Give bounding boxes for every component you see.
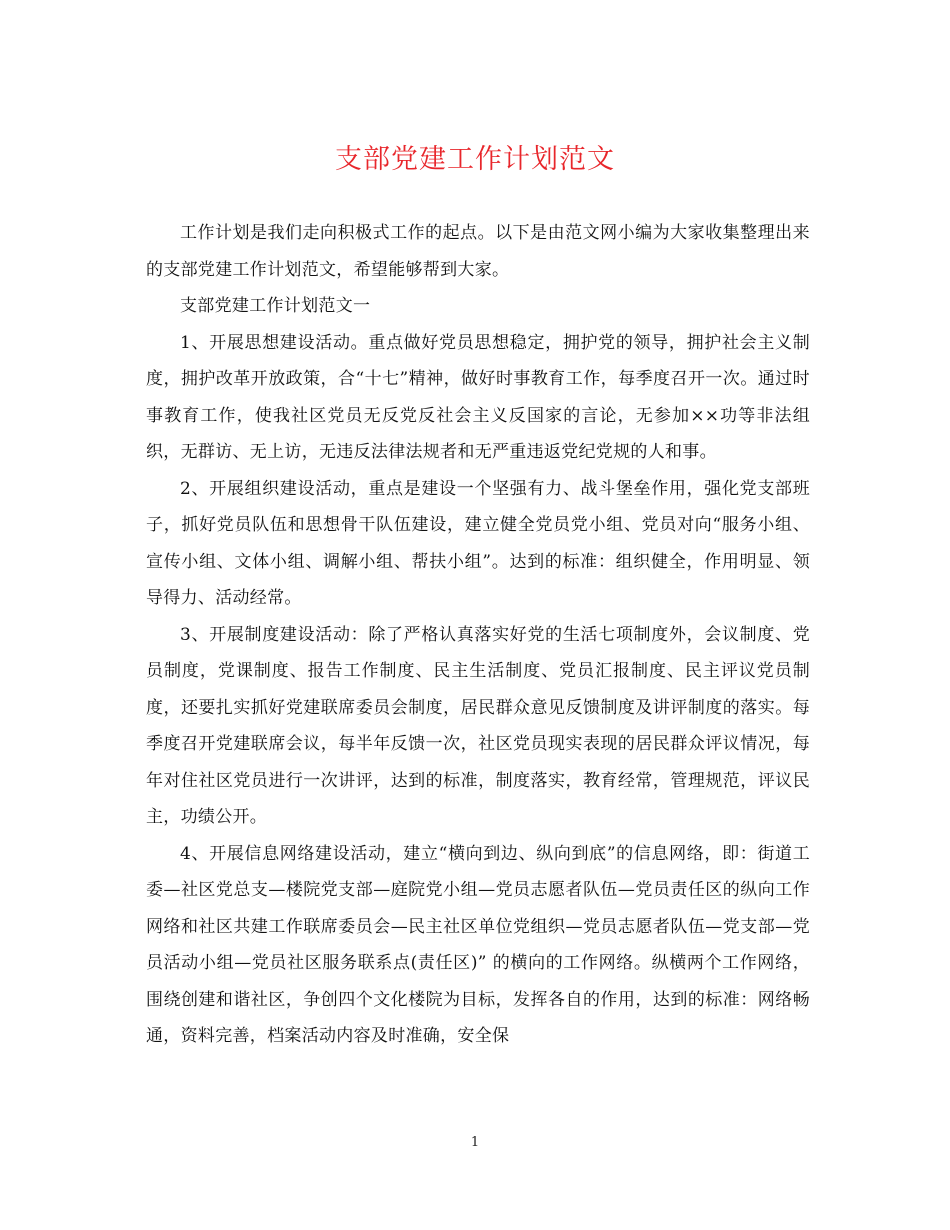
paragraph-2: 2、开展组织建设活动，重点是建设一个坚强有力、战斗堡垒作用，强化党支部班子，抓好党员队伍和思想骨干队伍建设，建立健全党员党小组、党员对向“服务小组、宣传小组、文体小组、调解小组、帮扶小组”。达到的标准：组织健全，作用明显、领导得力、活动经常。 [146, 478, 810, 608]
intro-paragraph: 工作计划是我们走向积极式工作的起点。以下是由范文网小编为大家收集整理出来的支部党建工作计划范文，希望能够帮到大家。 [146, 223, 810, 280]
document-body [146, 215, 810, 1055]
paragraph-1: 1、开展思想建设活动。重点做好党员思想稳定，拥护党的领导，拥护社会主义制度，拥护改革开放政策，合“十七”精神，做好时事教育工作，每季度召开一次。通过时事教育工作，使我社区党员无反党反社会主义反国家的言论，无参加××功等非法组织，无群访、无上访，无违反法律法规者和无严重违返党纪党规的人和事。 [146, 332, 810, 462]
paragraph-4: 4、开展信息网络建设活动，建立“横向到边、纵向到底”的信息网络，即：街道工委—社区党总支—楼院党支部—庭院党小组—党员志愿者队伍—党员责任区的纵向工作网络和社区共建工作联席委员会—民主社区单位党组织—党员志愿者队伍—党支部—党员活动小组—党员社区服务联系点(责任区)” 的横向的工作网络。纵横两个工作网络，围绕创建和谐社区，争创四个文化楼院为目标，发挥各自的作用，达到的标准：网络畅通，资料完善，档案活动内容及时准确，安全保 [146, 843, 810, 1046]
paragraph-3: 3、开展制度建设活动：除了严格认真落实好党的生活七项制度外，会议制度、党员制度，党课制度、报告工作制度、民主生活制度、党员汇报制度、民主评议党员制度，还要扎实抓好党建联席委员会制度，居民群众意见反馈制度及讲评制度的落实。每季度召开党建联席会议，每半年反馈一次，社区党员现实表现的居民群众评议情况，每年对住社区党员进行一次讲评，达到的标准，制度落实，教育经常，管理规范，评议民主，功绩公开。 [146, 624, 810, 827]
page-number: 1 [470, 1135, 480, 1150]
section-heading: 支部党建工作计划范文一 [180, 296, 371, 316]
document-title: 支部党建工作计划范文 [335, 144, 615, 175]
